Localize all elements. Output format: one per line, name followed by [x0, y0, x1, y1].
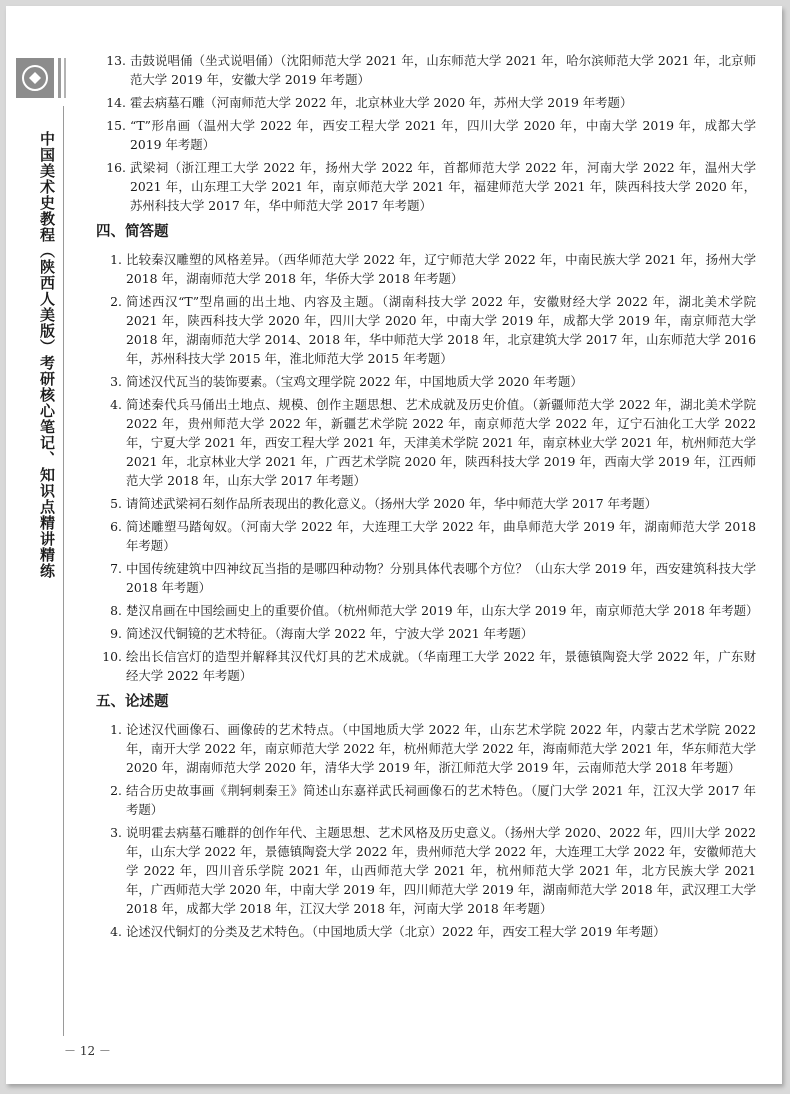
- list-item: [96, 601, 759, 620]
- item-number: 4.: [110, 924, 122, 939]
- item-text: 绘出长信宫灯的造型并解释其汉代灯具的艺术成就。（华南理工大学 2022 年，景德镇陶瓷大学 2022 年，广东财经大学 2022 年考题）: [126, 649, 756, 683]
- list-item: [96, 395, 756, 490]
- list-item: [96, 494, 756, 513]
- page-content: [96, 51, 759, 945]
- list-item: [96, 93, 756, 112]
- item-number: 15.: [106, 118, 126, 133]
- item-text: 说明霍去病墓石雕群的创作年代、主题思想、艺术风格及历史意义。（扬州大学 2020、2022 年，四川大学 2022 年，山东大学 2022 年，景德镇陶瓷大学 2022 年，贵州师范大学 2022 年，大连理工大学 2022 年，安徽师范大学 2022 年，四川音乐学院 2021 年，山西师范大学 2021 年，杭州师范大学 2021 年，北方民族大学 2021 年，广西师范大学 2020 年，中南大学 2019 年，四川师范大学 2019 年，湖南师范大学 2018 年，武汉理工大学 2018 年，成都大学 2018 年，江汉大学 2018 年，河南大学 2018 年考题）: [126, 825, 756, 916]
- item-number: 13.: [106, 53, 126, 68]
- item-text: 比较秦汉雕塑的风格差异。（西华师范大学 2022 年，辽宁师范大学 2022 年，中南民族大学 2021 年，扬州大学 2018 年，湖南师范大学 2018 年，华侨大学 2018 年考题）: [126, 252, 756, 286]
- list-item: [96, 823, 756, 918]
- item-number: 14.: [106, 95, 126, 110]
- book-page: [6, 6, 782, 1084]
- item-number: 8.: [110, 603, 122, 618]
- list-item: [96, 116, 756, 154]
- section-title-short-answer: 四、简答题: [96, 224, 169, 240]
- list-item: [96, 51, 756, 89]
- item-text: 论述汉代铜灯的分类及艺术特色。（中国地质大学（北京）2022 年，西安工程大学 2019 年考题）: [126, 924, 666, 939]
- list-item: [96, 922, 756, 941]
- item-text: “T”形帛画（温州大学 2022 年，西安工程大学 2021 年，四川大学 2020 年，中南大学 2019 年，成都大学 2019 年考题）: [130, 118, 756, 152]
- list-item: [96, 781, 756, 819]
- list-item: [96, 559, 756, 597]
- list-item: [96, 517, 756, 555]
- item-text: 击鼓说唱俑（坐式说唱俑）（沈阳师范大学 2021 年，山东师范大学 2021 年，哈尔滨师范大学 2021 年，北京师范大学 2019 年，安徽大学 2019 年考题）: [130, 53, 756, 87]
- list-item: [96, 720, 756, 777]
- item-text: 简述汉代铜镜的艺术特征。（海南大学 2022 年，宁波大学 2021 年考题）: [126, 626, 534, 641]
- list-item: [96, 292, 756, 368]
- list-item: [96, 250, 756, 288]
- book-emblem-icon: [16, 58, 66, 98]
- item-number: 6.: [110, 519, 122, 534]
- item-number: 10.: [102, 649, 122, 664]
- item-text: 简述秦代兵马俑出土地点、规模、创作主题思想、艺术成就及历史价值。（新疆师范大学 2022 年，湖北美术学院 2022 年，贵州师范大学 2022 年，新疆艺术学院 2022 年，南京师范大学 2022 年，辽宁石油化工大学 2022 年，宁夏大学 2021 年，西安工程大学 2021 年，天津美术学院 2021 年，南京林业大学 2021 年，杭州师范大学 2021 年，北京林业大学 2021 年，广西艺术学院 2020 年，陕西科技大学 2019 年，西南大学 2019 年，江西师范大学 2018 年，山东大学 2017 年考题）: [126, 397, 756, 488]
- section-title-essay: 五、论述题: [96, 694, 169, 710]
- list-item: [96, 372, 756, 391]
- item-text: 请简述武梁祠石刻作品所表现出的教化意义。（扬州大学 2020 年，华中师范大学 2017 年考题）: [126, 496, 658, 511]
- side-divider: [63, 106, 64, 1036]
- item-text: 简述汉代瓦当的装饰要素。（宝鸡文理学院 2022 年，中国地质大学 2020 年考题）: [126, 374, 583, 389]
- item-number: 5.: [110, 496, 122, 511]
- item-text: 论述汉代画像石、画像砖的艺术特点。（中国地质大学 2022 年，山东艺术学院 2022 年，内蒙古艺术学院 2022 年，南开大学 2022 年，南京师范大学 2022 年，杭州师范大学 2022 年，海南师范大学 2021 年，华东师范大学 2020 年，湖南师范大学 2020 年，清华大学 2019 年，浙江师范大学 2019 年，云南师范大学 2018 年考题）: [126, 722, 756, 775]
- item-text: 结合历史故事画《荆轲刺秦王》简述山东嘉祥武氏祠画像石的艺术特色。（厦门大学 2021 年，江汉大学 2017 年考题）: [126, 783, 756, 817]
- item-text: 简述西汉“T”型帛画的出土地、内容及主题。（湖南科技大学 2022 年，安徽财经大学 2022 年，湖北美术学院 2021 年，陕西科技大学 2020 年，四川大学 2020 年，中南大学 2019 年，成都大学 2019 年，南京师范大学 2018 年，湖南师范大学 2014、2018 年，华中师范大学 2018 年，北京建筑大学 2017 年，山东师范大学 2016 年，苏州科技大学 2015 年，淮北师范大学 2015 年考题）: [126, 294, 756, 366]
- item-text: 楚汉帛画在中国绘画史上的重要价值。（杭州师范大学 2019 年，山东大学 2019 年，南京师范大学 2018 年考题）: [126, 603, 759, 618]
- item-text: 霍去病墓石雕（河南师范大学 2022 年，北京林业大学 2020 年，苏州大学 2019 年考题）: [130, 95, 633, 110]
- item-text: 简述雕塑马踏匈奴。（河南大学 2022 年，大连理工大学 2022 年，曲阜师范大学 2019 年，湖南师范大学 2018 年考题）: [126, 519, 756, 553]
- item-number: 7.: [110, 561, 122, 576]
- page-number: － 12 －: [64, 1044, 111, 1058]
- item-number: 9.: [110, 626, 122, 641]
- list-item: [96, 158, 756, 215]
- item-number: 2.: [110, 294, 122, 309]
- item-number: 1.: [110, 252, 122, 267]
- list-item: [96, 624, 756, 643]
- item-number: 1.: [110, 722, 122, 737]
- item-number: 16.: [106, 160, 126, 175]
- item-number: 2.: [110, 783, 122, 798]
- item-text: 武梁祠（浙江理工大学 2022 年，扬州大学 2022 年，首都师范大学 2022 年，河南大学 2022 年，温州大学 2021 年，山东理工大学 2021 年，南京师范大学 2021 年，福建师范大学 2021 年，陕西科技大学 2020 年，苏州科技大学 2017 年，华中师范大学 2017 年考题）: [130, 160, 756, 213]
- item-text: 中国传统建筑中四神纹瓦当指的是哪四种动物？分别具体代表哪个方位？（山东大学 2019 年，西安建筑科技大学 2018 年考题）: [126, 561, 756, 595]
- item-number: 4.: [110, 397, 122, 412]
- list-item: [96, 647, 756, 685]
- item-number: 3.: [110, 825, 122, 840]
- item-number: 3.: [110, 374, 122, 389]
- book-title-vertical: 中国美术史教程（陕西人美版）考研核心笔记、知识点精讲精练: [38, 131, 56, 579]
